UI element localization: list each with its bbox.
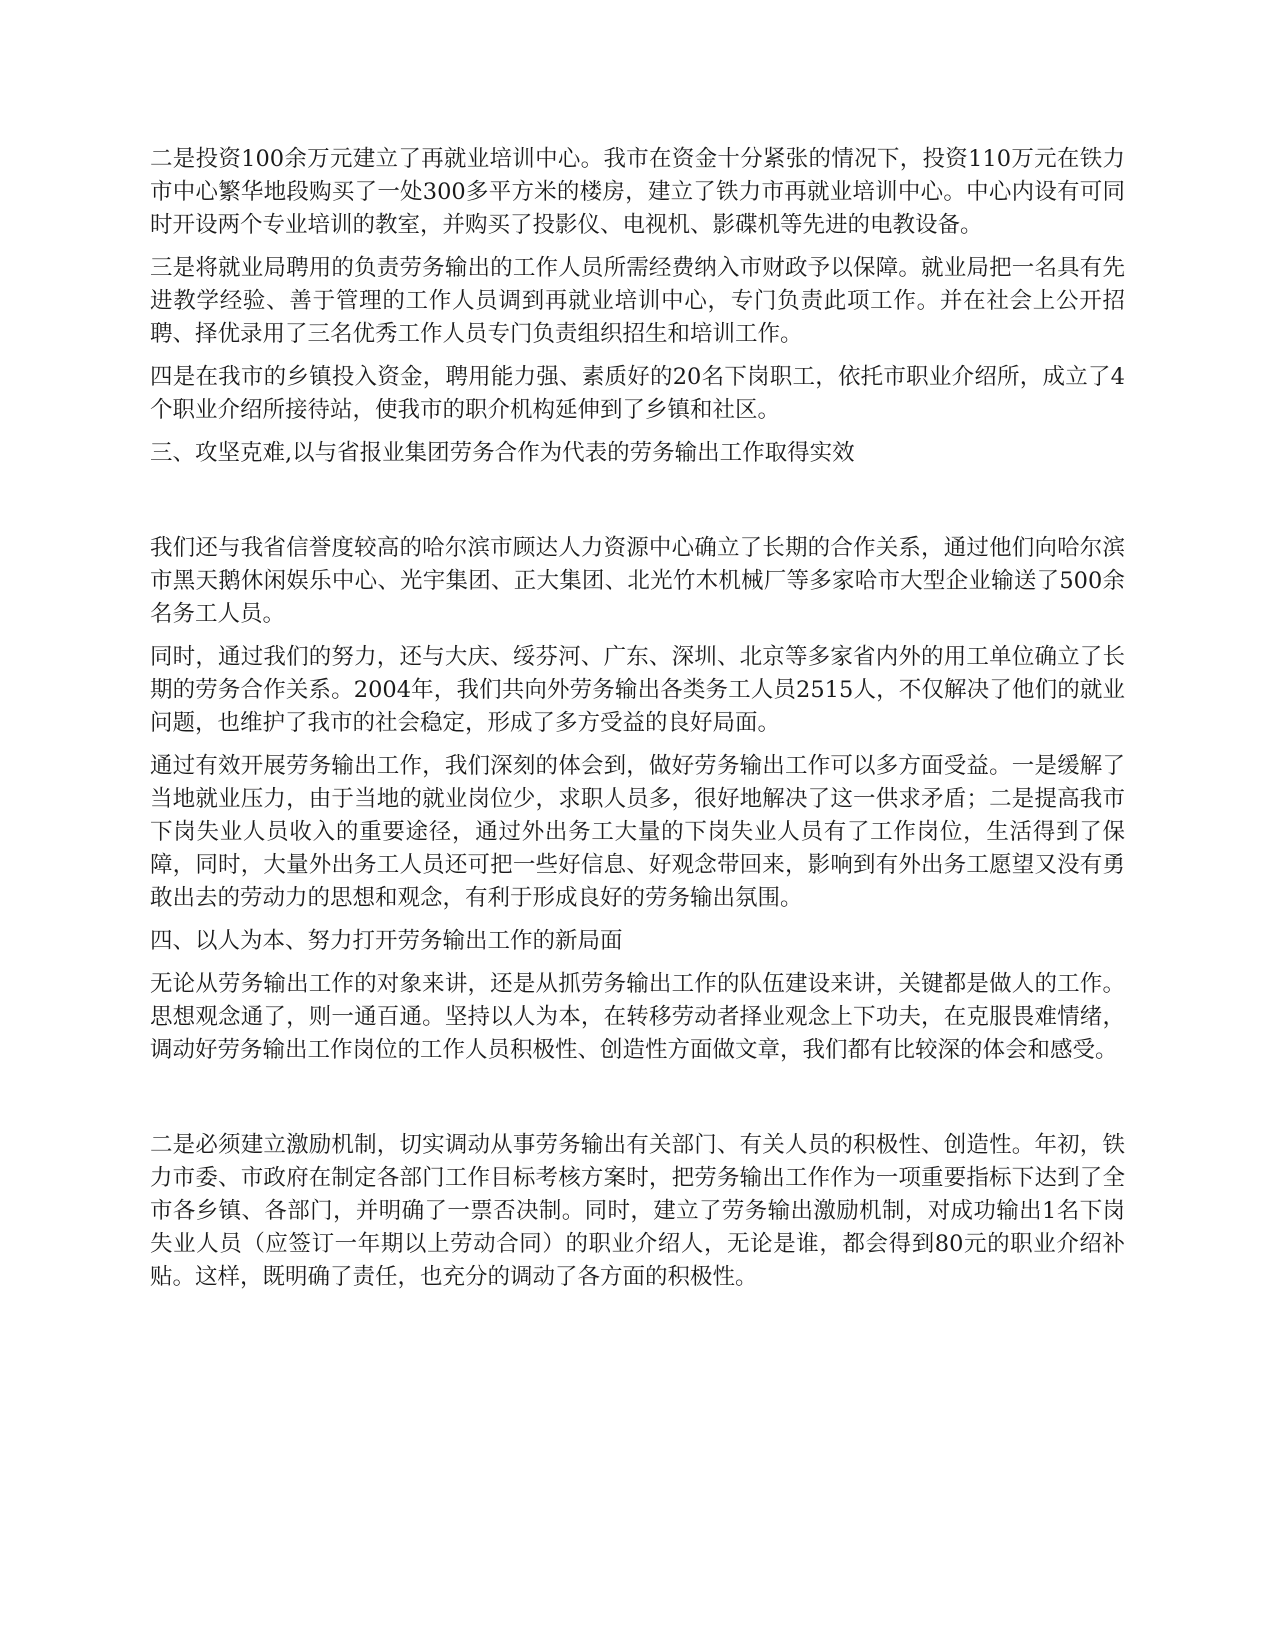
paragraph-benefits: 通过有效开展劳务输出工作，我们深刻的体会到，做好劳务输出工作可以多方面受益。一是缓解了当地就业压力，由于当地的就业岗位少，求职人员多，很好地解决了这一供求矛盾；二是提高我市下岗失业人员收入的重要途径，通过外出务工大量的下岗失业人员有了工作岗位，生活得到了保障，同时，大量外出务工人员还可把一些好信息、好观念带回来，影响到有外出务工愿望又没有勇敢出去的劳动力的思想和观念，有利于形成良好的劳务输出氛围。 — [150, 753, 1125, 911]
section-heading-3: 三、攻坚克难,以与省报业集团劳务合作为代表的劳务输出工作取得实效 — [150, 440, 855, 466]
paragraph-reemployment-center: 二是投资100余万元建立了再就业培训中心。我市在资金十分紧张的情况下，投资110万元在铁力市中心繁华地段购买了一处300多平方米的楼房，建立了铁力市再就业培训中心。中心内设有可同时开设两个专业培训的教室，并购买了投影仪、电视机、影碟机等先进的电教设备。 — [150, 146, 1125, 238]
spacer — [150, 1077, 1125, 1129]
document-body — [150, 143, 1125, 1304]
section-heading-4: 四、以人为本、努力打开劳务输出工作的新局面 — [150, 928, 623, 954]
paragraph-labor-partners: 同时，通过我们的努力，还与大庆、绥芬河、广东、深圳、北京等多家省内外的用工单位确立了长期的劳务合作关系。2004年，我们共向外劳务输出各类务工人员2515人，不仅解决了他们的就业问题，也维护了我市的社会稳定，形成了多方受益的良好局面。 — [150, 644, 1125, 736]
paragraph-incentive-mechanism: 二是必须建立激励机制，切实调动从事劳务输出有关部门、有关人员的积极性、创造性。年初，铁力市委、市政府在制定各部门工作目标考核方案时，把劳务输出工作作为一项重要指标下达到了全市各乡镇、各部门，并明确了一票否决制。同时，建立了劳务输出激励机制，对成功输出1名下岗失业人员（应签订一年期以上劳动合同）的职业介绍人，无论是谁，都会得到80元的职业介绍补贴。这样，既明确了责任，也充分的调动了各方面的积极性。 — [150, 1132, 1125, 1290]
paragraph-harbin-cooperation: 我们还与我省信誉度较高的哈尔滨市顾达人力资源中心确立了长期的合作关系，通过他们向哈尔滨市黑天鹅休闲娱乐中心、光宇集团、正大集团、北光竹木机械厂等多家哈市大型企业输送了500余名务工人员。 — [150, 535, 1125, 627]
paragraph-staff-funding: 三是将就业局聘用的负责劳务输出的工作人员所需经费纳入市财政予以保障。就业局把一名具有先进教学经验、善于管理的工作人员调到再就业培训中心，专门负责此项工作。并在社会上公开招聘、择优录用了三名优秀工作人员专门负责组织招生和培训工作。 — [150, 255, 1125, 347]
spacer — [150, 480, 1125, 532]
paragraph-people-oriented: 无论从劳务输出工作的对象来讲，还是从抓劳务输出工作的队伍建设来讲，关键都是做人的工作。思想观念通了，则一通百通。坚持以人为本，在转移劳动者择业观念上下功夫，在克服畏难情绪，调动好劳务输出工作岗位的工作人员积极性、创造性方面做文章，我们都有比较深的体会和感受。 — [150, 971, 1125, 1063]
paragraph-township-stations: 四是在我市的乡镇投入资金，聘用能力强、素质好的20名下岗职工，依托市职业介绍所，成立了4个职业介绍所接待站，使我市的职介机构延伸到了乡镇和社区。 — [150, 364, 1125, 423]
